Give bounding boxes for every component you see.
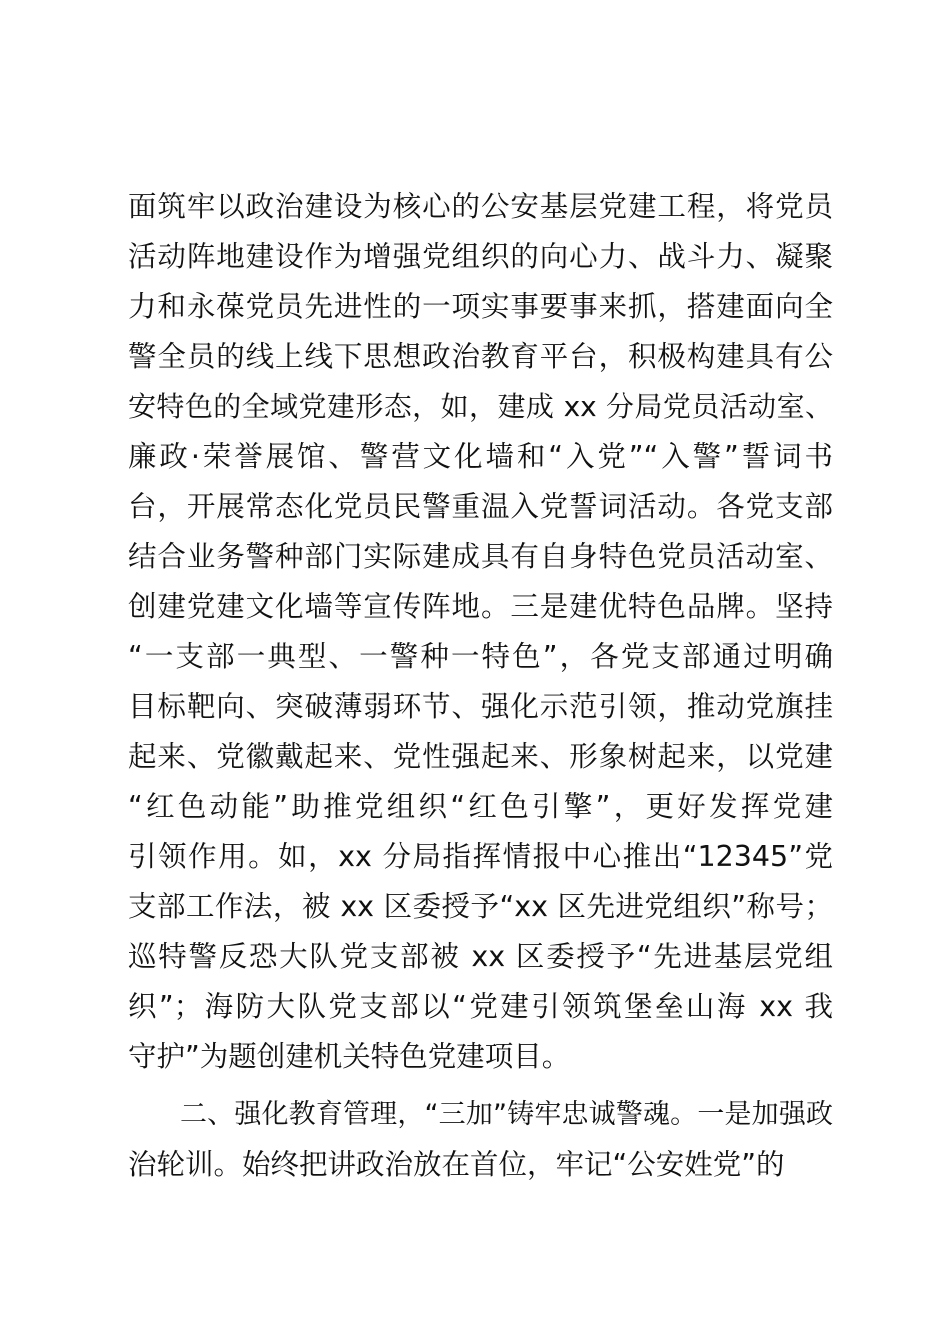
text-line: 力和永葆党员先进性的一项实事要事来抓，搭建面向全 <box>128 290 833 323</box>
text-line: 警全员的线上线下思想政治教育平台，积极构建具有公 <box>128 340 833 373</box>
text-line: “一支部一典型、一警种一特色”，各党支部通过明确 <box>128 640 833 673</box>
text-line: 安特色的全域党建形态，如，建成 xx 分局党员活动室、 <box>128 390 833 423</box>
text-line: 起来、党徽戴起来、党性强起来、形象树起来，以党建 <box>128 740 833 773</box>
text-line: 织”；海防大队党支部以“党建引领筑堡垒山海 xx 我 <box>128 990 833 1023</box>
section-heading-line: 二、强化教育管理，“三加”铸牢忠诚警魂。一是加强政 <box>180 1099 833 1130</box>
text-line: 结合业务警种部门实际建成具有自身特色党员活动室、 <box>128 540 833 573</box>
text-line: 廉政·荣誉展馆、警营文化墙和“入党”“入警”誓词书 <box>128 440 833 473</box>
text-line: 活动阵地建设作为增强党组织的向心力、战斗力、凝聚 <box>128 240 833 273</box>
text-line: 台，开展常态化党员民警重温入党誓词活动。各党支部 <box>128 490 833 523</box>
text-line: 目标靶向、突破薄弱环节、强化示范引领，推动党旗挂 <box>128 690 833 723</box>
text-line: 引领作用。如，xx 分局指挥情报中心推出“12345”党 <box>128 840 833 873</box>
text-line: 巡特警反恐大队党支部被 xx 区委授予“先进基层党组 <box>128 940 833 973</box>
text-line: 治轮训。始终把讲政治放在首位，牢记“公安姓党”的 <box>128 1148 785 1181</box>
text-line: 面筑牢以政治建设为核心的公安基层党建工程，将党员 <box>128 190 833 223</box>
text-line: “红色动能”助推党组织“红色引擎”，更好发挥党建 <box>128 790 833 823</box>
text-line: 守护”为题创建机关特色党建项目。 <box>128 1040 571 1073</box>
text-line: 支部工作法，被 xx 区委授予“xx 区先进党组织”称号； <box>128 890 833 923</box>
text-line: 创建党建文化墙等宣传阵地。三是建优特色品牌。坚持 <box>128 590 833 623</box>
